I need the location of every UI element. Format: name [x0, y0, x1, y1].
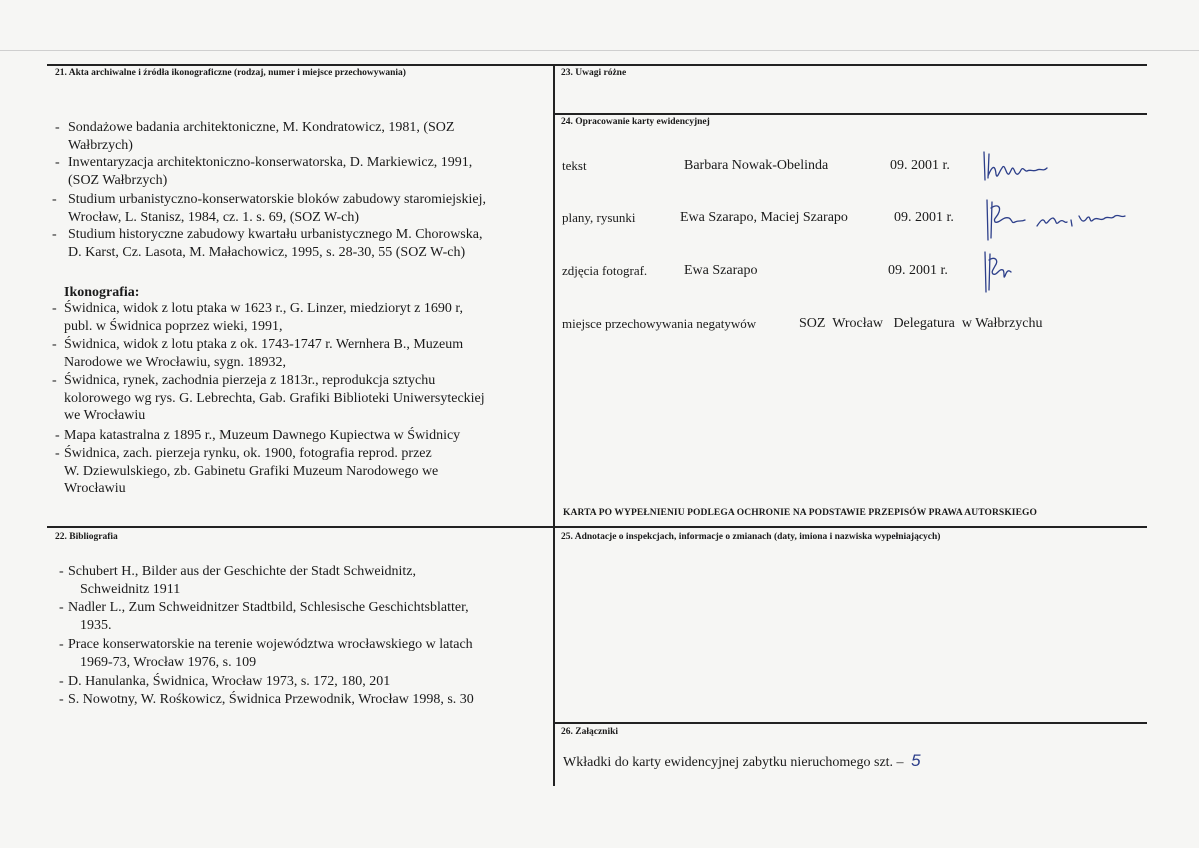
divider-24: [555, 113, 1147, 115]
row-name: Ewa Szarapo: [684, 263, 758, 278]
row-date: 09. 2001 r.: [888, 263, 948, 278]
row-label: plany, rysunki: [562, 210, 636, 225]
attachments-text: [563, 751, 921, 771]
attachments-label: Wkładki do karty ewidencyjnej zabytku nieruchomego szt. –: [563, 755, 904, 770]
divider-mid-left: [47, 526, 553, 528]
attachments-count: 5: [911, 751, 921, 770]
section-26-header: 26. Załączniki: [561, 727, 619, 737]
row-date: 09. 2001 r.: [894, 210, 954, 225]
row-label: tekst: [562, 158, 587, 173]
divider-26: [555, 722, 1147, 724]
row-date: 09. 2001 r.: [890, 158, 950, 173]
negative-storage-label: miejsce przechowywania negatywów: [562, 316, 757, 331]
scan-top-edge: [0, 50, 1199, 51]
row-label: zdjęcia fotograf.: [562, 263, 648, 278]
section-23-header: 23. Uwagi różne: [561, 68, 627, 78]
signature-2: [975, 196, 1135, 246]
section-24-header: 24. Opracowanie karty ewidencyjnej: [561, 117, 710, 127]
row-name: Ewa Szarapo, Maciej Szarapo: [680, 210, 848, 225]
negative-storage-value: SOZ Wrocław Delegatura w Wałbrzychu: [799, 316, 1043, 331]
signature-3: [975, 248, 1035, 298]
section-25-header: 25. Adnotacje o inspekcjach, informacje o zmianach (daty, imiona i nazwiska wypełniających): [561, 532, 941, 542]
ikonografia-title: Ikonografia:: [64, 285, 140, 300]
divider-mid-right: [555, 526, 1147, 528]
divider-top-right: [555, 64, 1147, 66]
row-name: Barbara Nowak-Obelinda: [684, 158, 829, 173]
section-21-header: 21. Akta archiwalne i źródła ikonograficzne (rodzaj, numer i miejsce przechowywania): [55, 68, 406, 78]
signature-1: [975, 146, 1055, 186]
divider-top-left: [47, 64, 553, 66]
section-22-header: 22. Bibliografia: [55, 532, 118, 542]
divider-vertical: [553, 64, 555, 786]
copyright-notice: KARTA PO WYPEŁNIENIU PODLEGA OCHRONIE NA PODSTAWIE PRZEPISÓW PRAWA AUTORSKIEGO: [563, 508, 1038, 518]
